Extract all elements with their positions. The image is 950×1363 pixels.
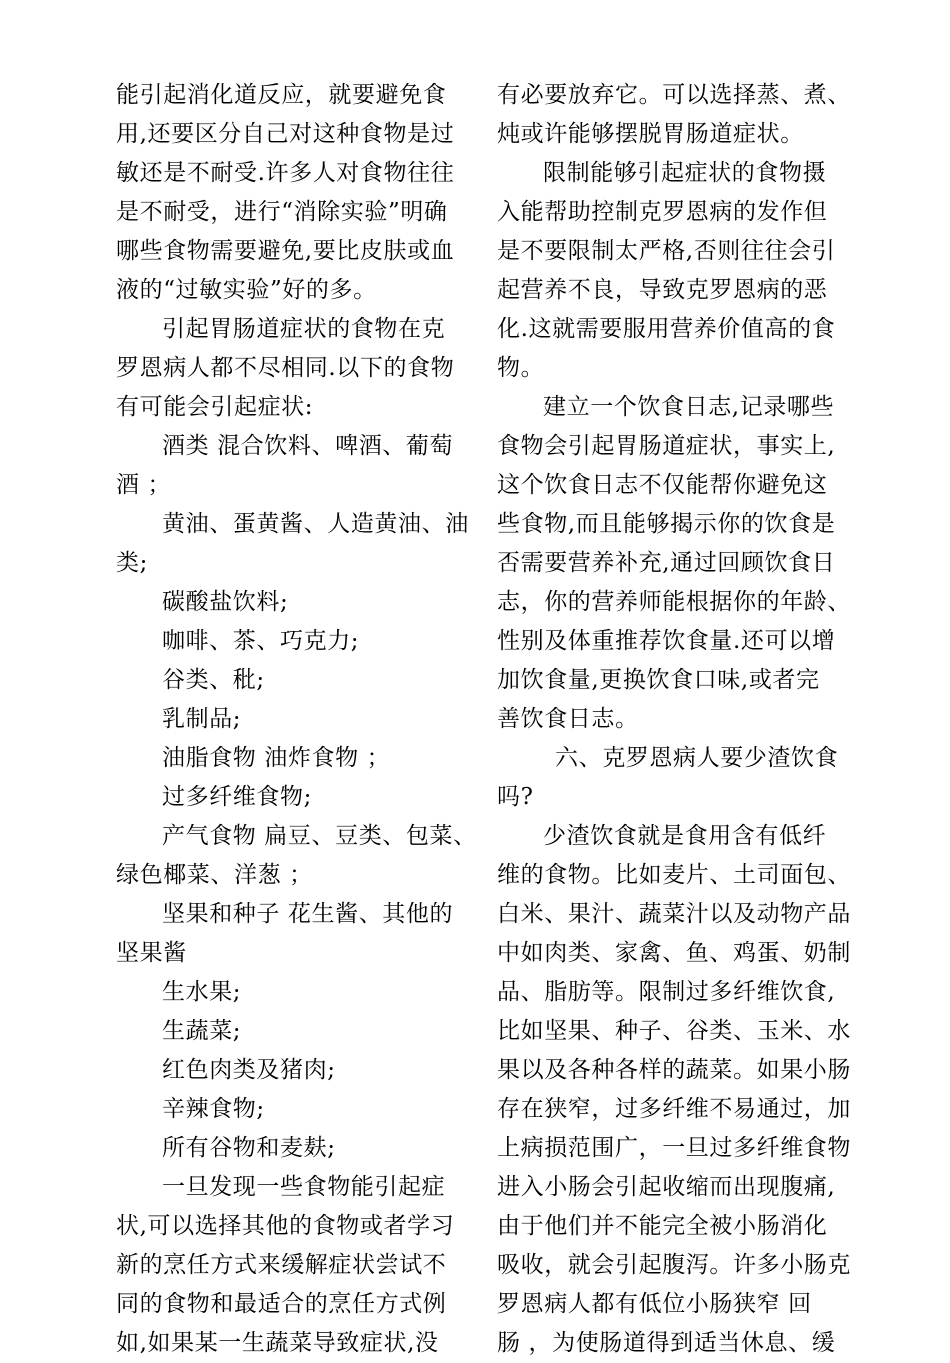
left-text-line: 类; [116,550,148,576]
right-text-line: 加饮食量,更换饮食口味,或者完 [497,667,820,693]
right-text-line: 六、克罗恩病人要少渣饮食 [555,745,839,771]
right-text-line: 否需要营养补充,通过回顾饮食日 [497,550,836,576]
left-text-line: 辛辣食物; [162,1096,265,1122]
right-text-line: 食物会引起胃肠道症状，事实上, [497,433,836,459]
right-text-line: 比如坚果、种子、谷类、玉米、水 [497,1018,851,1044]
left-text-column [116,76,486,1363]
right-text-line: 吸收，就会引起腹泻。许多小肠克 [497,1252,851,1278]
left-text-line: 生蔬菜; [162,1018,242,1044]
left-text-line: 罗恩病人都不尽相同.以下的食物 [116,355,455,381]
left-text-line: 生水果; [162,979,242,1005]
right-text-line: 这个饮食日志不仅能帮你避免这 [497,472,828,498]
left-text-line: 红色肉类及猪肉; [162,1057,336,1083]
left-text-line: 能引起消化道反应，就要避免食 [116,82,447,108]
left-text-line: 引起胃肠道症状的食物在克 [162,316,446,342]
left-text-line: 黄油、蛋黄酱、人造黄油、油 [162,511,469,537]
right-text-line: 罗恩病人都有低位小肠狭窄 回 [497,1291,812,1317]
right-text-line: 进入小肠会引起收缩而出现腹痛, [497,1174,836,1200]
left-text-line: 同的食物和最适合的烹任方式例 [116,1291,447,1317]
right-text-line: 上病损范围广，一旦过多纤维食物 [497,1135,851,1161]
right-text-line: 善饮食日志。 [497,706,639,732]
right-text-line: 起营养不良，导致克罗恩病的恶 [497,277,828,303]
right-text-line: 由于他们并不能完全被小肠消化 [497,1213,828,1239]
left-text-line: 坚果和种子 花生酱、其他的 [162,901,454,927]
left-text-line: 酒类 混合饮料、啤酒、葡萄 [162,433,454,459]
left-text-line: 咖啡、茶、巧克力; [162,628,360,654]
left-text-line: 碳酸盐饮料; [162,589,289,615]
right-text-line: 些食物,而且能够揭示你的饮食是 [497,511,836,537]
left-text-line: 过多纤维食物; [162,784,312,810]
right-text-line: 品、脂肪等。限制过多纤维饮食, [497,979,836,1005]
right-text-line: 果以及各种各样的蔬菜。如果小肠 [497,1057,851,1083]
left-text-line: 哪些食物需要避免,要比皮肤或血 [116,238,455,264]
right-text-line: 建立一个饮食日志,记录哪些 [543,394,835,420]
left-text-line: 有可能会引起症状: [116,394,314,420]
left-text-line: 敏还是不耐受.许多人对食物往往 [116,160,455,186]
right-text-line: 肠 ，为使肠道得到适当休息、缓 [497,1330,836,1356]
right-text-line: 物。 [497,355,545,381]
left-text-line: 是不耐受，进行“消除实验”明确 [116,199,448,225]
right-text-line: 少渣饮食就是食用含有低纤 [543,823,827,849]
right-text-line: 入能帮助控制克罗恩病的发作但 [497,199,828,225]
left-text-line: 所有谷物和麦麸; [162,1135,336,1161]
left-text-line: 状,可以选择其他的食物或者学习 [116,1213,455,1239]
left-text-line: 用,还要区分自己对这种食物是过 [116,121,455,147]
right-text-line: 维的食物。比如麦片、土司面包、 [497,862,851,888]
left-text-line: 如,如果某一生蔬菜导致症状,没 [116,1330,439,1356]
right-text-line: 吗? [497,784,534,810]
left-text-line: 酒 ； [116,472,172,498]
left-text-line: 新的烹任方式来缓解症状尝试不 [116,1252,447,1278]
right-text-line: 存在狭窄，过多纤维不易通过，加 [497,1096,851,1122]
left-text-line: 谷类、秕; [162,667,265,693]
left-text-line: 液的“过敏实验”好的多。 [116,277,377,303]
left-text-line: 绿色椰菜、洋葱 ； [116,862,313,888]
right-text-line: 化.这就需要服用营养价值高的食 [497,316,836,342]
right-text-line: 志，你的营养师能根据你的年龄、 [497,589,851,615]
left-text-line: 一旦发现一些食物能引起症 [162,1174,446,1200]
right-text-line: 炖或许能够摆脱胃肠道症状。 [497,121,804,147]
right-text-line: 限制能够引起症状的食物摄 [543,160,827,186]
right-text-column [497,76,867,1363]
right-text-line: 中如肉类、家禽、鱼、鸡蛋、奶制 [497,940,851,966]
right-text-line: 有必要放弃它。可以选择蒸、煮、 [497,82,851,108]
left-text-line: 油脂食物 油炸食物 ； [162,745,391,771]
right-text-line: 性别及体重推荐饮食量.还可以增 [497,628,836,654]
left-text-line: 坚果酱 [116,940,187,966]
left-text-line: 乳制品; [162,706,242,732]
right-text-line: 白米、果汁、蔬菜汁以及动物产品 [497,901,851,927]
right-text-line: 是不要限制太严格,否则往往会引 [497,238,836,264]
left-text-line: 产气食物 扁豆、豆类、包菜、 [162,823,477,849]
